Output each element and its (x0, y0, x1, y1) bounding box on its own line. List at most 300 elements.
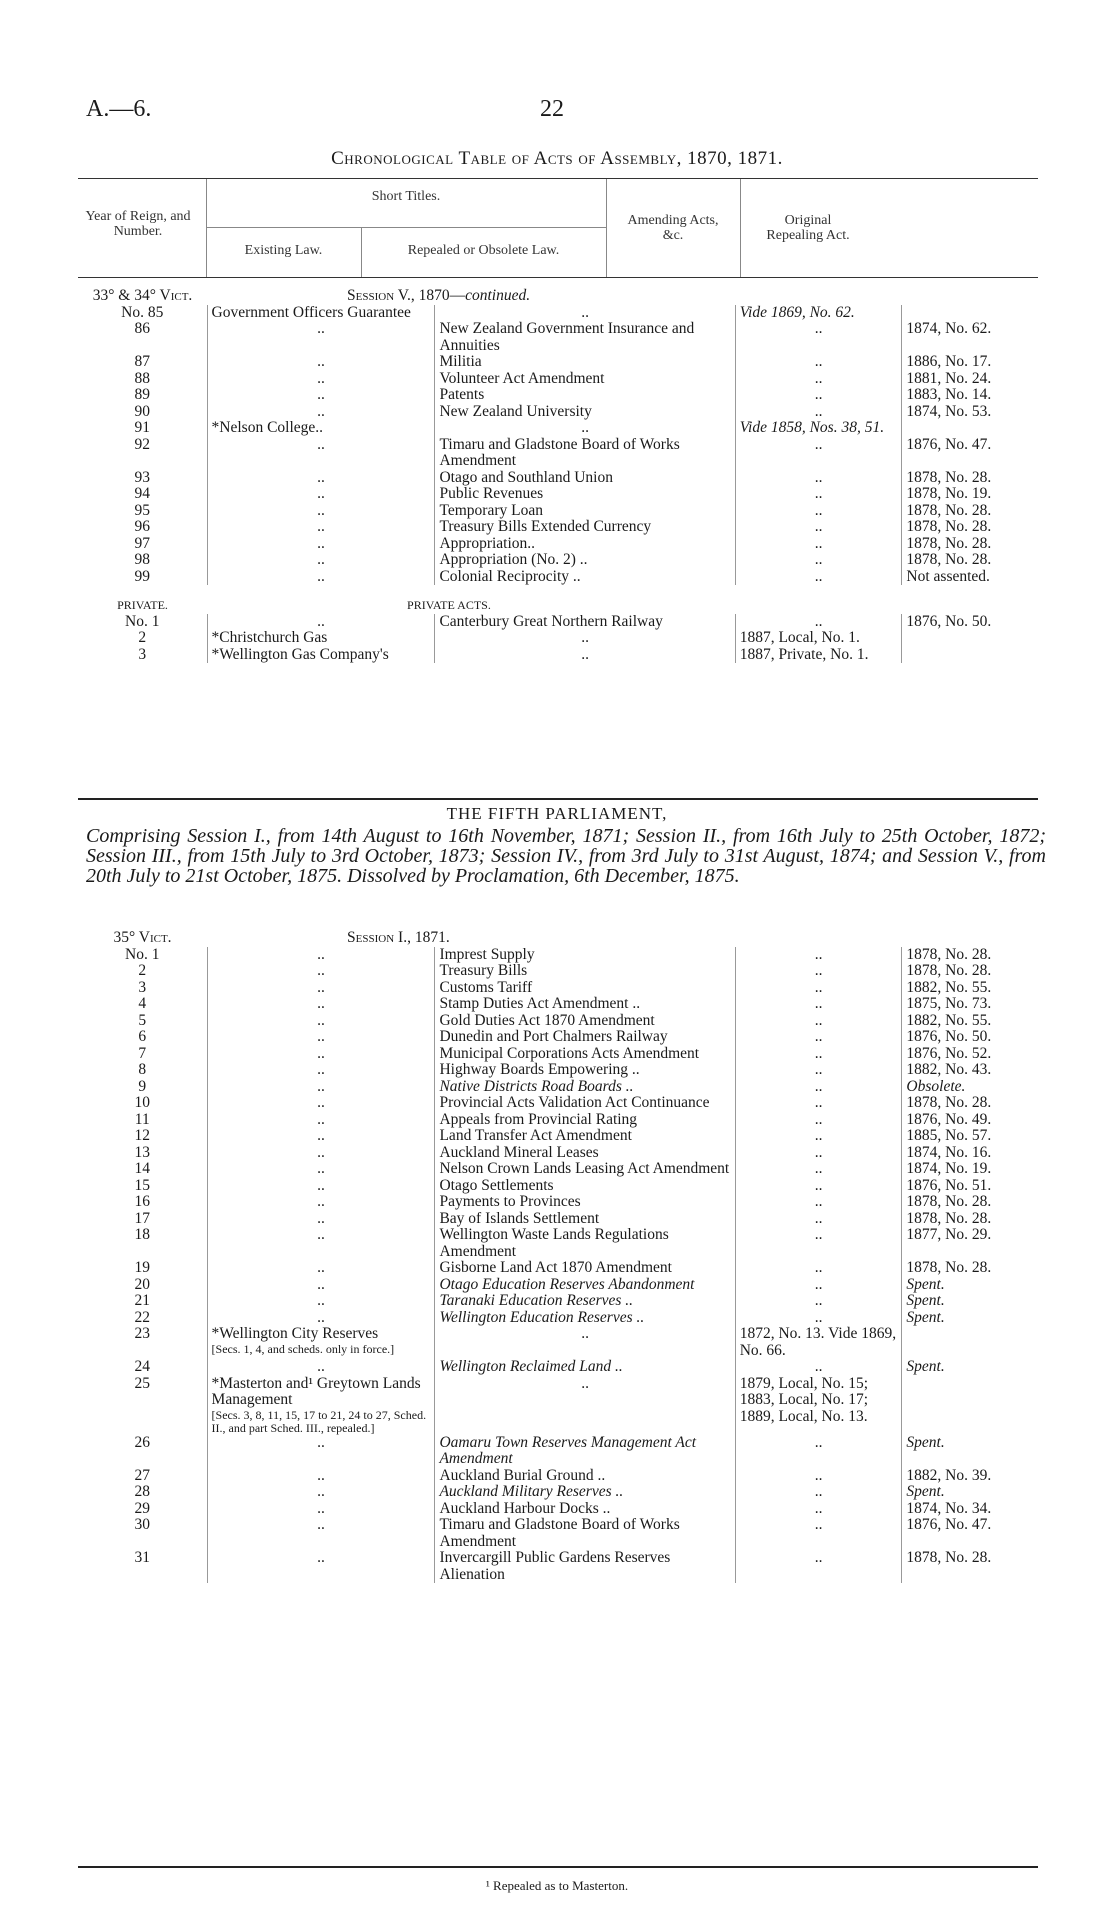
act-number: 97 (134, 534, 151, 552)
repealed-law: Native Districts Road Boards .. (435, 1079, 735, 1096)
existing-law: .. (207, 569, 435, 586)
original-repealing-act: 1882, No. 39. (902, 1468, 1038, 1485)
act-row (78, 1550, 1038, 1583)
repealed-law: .. (435, 305, 735, 322)
original-repealing-act: 1874, No. 62. (902, 321, 1038, 354)
amending-acts: .. (735, 1501, 902, 1518)
act-row (78, 1359, 1038, 1376)
session-label: Session V., 1870—continued. (347, 287, 531, 304)
amending-acts: .. (735, 996, 902, 1013)
amending-acts: .. (735, 1550, 902, 1583)
original-repealing-act: 1878, No. 19. (902, 486, 1038, 503)
act-number: 20 (134, 1275, 151, 1293)
repealed-law: Colonial Reciprocity .. (435, 569, 735, 586)
act-number: 2 (138, 962, 147, 979)
act-number: 91 (134, 419, 151, 436)
act-row (78, 1260, 1038, 1277)
existing-law: .. (207, 1145, 435, 1162)
act-row (78, 1310, 1038, 1327)
act-row (78, 404, 1038, 421)
act-row (78, 519, 1038, 536)
act-row (78, 1293, 1038, 1310)
existing-law: *Wellington City Reserves [Secs. 1, 4, and scheds. only in force.] (207, 1326, 435, 1359)
existing-law: .. (207, 1293, 435, 1310)
act-number: 29 (134, 1499, 151, 1517)
act-row (78, 569, 1038, 586)
repealed-law: Wellington Reclaimed Land .. (435, 1359, 735, 1376)
act-row (78, 1062, 1038, 1079)
repealed-law: Nelson Crown Lands Leasing Act Amendment (435, 1161, 735, 1178)
act-number: 7 (138, 1044, 147, 1062)
repealed-law: Canterbury Great Northern Railway (435, 614, 735, 631)
act-number: 6 (138, 1028, 147, 1045)
col-short-titles-header: Short Titles. (371, 189, 441, 204)
amending-acts: .. (735, 614, 902, 631)
amending-acts: .. (735, 519, 902, 536)
repealed-law: Highway Boards Empowering .. (435, 1062, 735, 1079)
original-repealing-act: Obsolete. (902, 1079, 1038, 1096)
act-row (78, 1112, 1038, 1129)
act-number: 99 (134, 567, 151, 585)
act-number: No. 1 (125, 945, 160, 963)
original-repealing-act: 1874, No. 53. (902, 404, 1038, 421)
amending-acts: .. (735, 1260, 902, 1277)
original-repealing-act: 1878, No. 28. (902, 536, 1038, 553)
act-row (78, 470, 1038, 487)
act-number: 96 (134, 518, 151, 535)
act-number: 28 (134, 1483, 151, 1500)
act-number: 22 (134, 1308, 151, 1326)
original-repealing-act (902, 1376, 1038, 1435)
act-number: 19 (134, 1259, 151, 1276)
original-repealing-act: 1878, No. 28. (902, 1095, 1038, 1112)
amending-acts: .. (735, 1013, 902, 1030)
act-row (78, 437, 1038, 470)
act-row (78, 1128, 1038, 1145)
repealed-law: Treasury Bills Extended Currency (435, 519, 735, 536)
repealed-law: Dunedin and Port Chalmers Railway (435, 1029, 735, 1046)
act-number: 86 (134, 320, 151, 337)
act-row (78, 1227, 1038, 1260)
existing-law: .. (207, 1277, 435, 1294)
parliament-description: Comprising Session I., from 14th August to 16th November, 1871; Session II., from 16th July to 25th October, 1872; Session III., from 15th July to 3rd October, 1873; Session IV., from 3rd July to 31st August, 1874; and Session V., from 20th July to 21st October, 1875. Dissolved by Proclamation, 6th December, 1875. (86, 825, 1046, 887)
repealed-law: Taranaki Education Reserves .. (435, 1293, 735, 1310)
col-repealed-header: Repealed or Obsolete Law. (407, 243, 560, 258)
repealed-law: Oamaru Town Reserves Management Act Amendment (435, 1435, 735, 1468)
act-row (78, 536, 1038, 553)
existing-law: *Nelson College.. (207, 420, 435, 437)
act-number: 3 (138, 645, 147, 663)
amending-acts: .. (735, 1079, 902, 1096)
amending-acts: .. (735, 1145, 902, 1162)
act-number: 4 (138, 995, 147, 1012)
amending-acts: .. (735, 963, 902, 980)
col-year-header: Year of Reign, and Number. (85, 209, 191, 239)
act-number: 95 (134, 501, 151, 519)
act-number: 13 (134, 1143, 151, 1161)
original-repealing-act: 1878, No. 28. (902, 552, 1038, 569)
original-repealing-act: 1878, No. 28. (902, 963, 1038, 980)
act-row (78, 1484, 1038, 1501)
original-repealing-act: 1875, No. 73. (902, 996, 1038, 1013)
repealed-law: Wellington Education Reserves .. (435, 1310, 735, 1327)
table-title-prefix: Chronological Table of Acts of Assembly, (331, 148, 682, 169)
existing-law: .. (207, 1260, 435, 1277)
amending-acts: 1872, No. 13. Vide 1869, No. 66. (735, 1326, 902, 1359)
act-row (78, 1145, 1038, 1162)
repealed-law: Municipal Corporations Acts Amendment (435, 1046, 735, 1063)
reign-label: 33° & 34° Vict. (92, 287, 193, 304)
act-row (78, 1376, 1038, 1435)
original-repealing-act: 1874, No. 19. (902, 1161, 1038, 1178)
original-repealing-act: 1885, No. 57. (902, 1128, 1038, 1145)
repealed-law: Provincial Acts Validation Act Continuance (435, 1095, 735, 1112)
repealed-law: Timaru and Gladstone Board of Works Amendment (435, 1517, 735, 1550)
repealed-law: Appropriation.. (435, 536, 735, 553)
original-repealing-act (902, 305, 1038, 322)
repealed-law: Invercargill Public Gardens Reserves Alienation (435, 1550, 735, 1583)
existing-law: .. (207, 1178, 435, 1195)
act-row (78, 630, 1038, 647)
act-row (78, 1435, 1038, 1468)
amending-acts: 1887, Private, No. 1. (735, 647, 902, 664)
existing-law: .. (207, 1046, 435, 1063)
act-number: 92 (134, 435, 151, 453)
existing-law: .. (207, 1517, 435, 1550)
act-number: 24 (134, 1358, 151, 1375)
act-number: 98 (134, 551, 151, 568)
act-number: No. 85 (121, 303, 164, 321)
act-number: 25 (134, 1374, 151, 1392)
amending-acts: .. (735, 470, 902, 487)
act-row (78, 552, 1038, 569)
original-repealing-act: 1878, No. 28. (902, 1260, 1038, 1277)
original-repealing-act: 1874, No. 34. (902, 1501, 1038, 1518)
amending-acts: .. (735, 1468, 902, 1485)
existing-law: .. (207, 1501, 435, 1518)
col-amending-header: Amending Acts, &c. (627, 213, 719, 243)
existing-law: .. (207, 1227, 435, 1260)
original-repealing-act: 1876, No. 47. (902, 1517, 1038, 1550)
original-repealing-act: 1878, No. 28. (902, 1194, 1038, 1211)
act-row (78, 1046, 1038, 1063)
original-repealing-act: Not assented. (902, 569, 1038, 586)
repealed-law: Bay of Islands Settlement (435, 1211, 735, 1228)
amending-acts: 1887, Local, No. 1. (735, 630, 902, 647)
act-row (78, 1326, 1038, 1359)
amending-acts: .. (735, 321, 902, 354)
act-note: [Secs. 1, 4, and scheds. only in force.] (211, 1341, 395, 1356)
amending-acts: .. (735, 486, 902, 503)
acts-table-1870 (78, 288, 1038, 663)
existing-law: .. (207, 321, 435, 354)
act-row (78, 1501, 1038, 1518)
act-row (78, 980, 1038, 997)
repealed-law: .. (435, 1376, 735, 1435)
act-number: 90 (134, 402, 151, 420)
private-label: PRIVATE. (117, 598, 168, 612)
act-number: 16 (134, 1193, 151, 1210)
act-number: 88 (134, 369, 151, 387)
act-row (78, 1095, 1038, 1112)
existing-law: .. (207, 387, 435, 404)
repealed-law: Treasury Bills (435, 963, 735, 980)
existing-law: .. (207, 1128, 435, 1145)
original-repealing-act (902, 630, 1038, 647)
act-number: 27 (134, 1466, 151, 1484)
amending-acts: .. (735, 947, 902, 964)
existing-law: Government Officers Guarantee (207, 305, 435, 322)
existing-law: .. (207, 371, 435, 388)
existing-law: .. (207, 1013, 435, 1030)
repealed-law: Auckland Military Reserves .. (435, 1484, 735, 1501)
repealed-law: Otago Education Reserves Abandonment (435, 1277, 735, 1294)
existing-law: *Christchurch Gas (207, 630, 435, 647)
footnote: ¹ Repealed as to Masterton. (485, 1878, 629, 1893)
act-row (78, 387, 1038, 404)
existing-law: .. (207, 1435, 435, 1468)
original-repealing-act: 1876, No. 51. (902, 1178, 1038, 1195)
existing-law: .. (207, 1079, 435, 1096)
repealed-law: Payments to Provinces (435, 1194, 735, 1211)
original-repealing-act: Spent. (902, 1359, 1038, 1376)
reign-label: 35° Vict. (113, 929, 172, 946)
original-repealing-act (902, 1326, 1038, 1359)
repealed-law: Stamp Duties Act Amendment .. (435, 996, 735, 1013)
act-number: 8 (138, 1061, 147, 1078)
act-row (78, 647, 1038, 664)
acts-table-1871 (78, 930, 1038, 1583)
existing-law: .. (207, 552, 435, 569)
col-original-header: Original Repealing Act. (766, 213, 850, 243)
amending-acts: .. (735, 1435, 902, 1468)
act-row (78, 305, 1038, 322)
amending-acts: .. (735, 1227, 902, 1260)
original-repealing-act: 1878, No. 28. (902, 470, 1038, 487)
act-row (78, 963, 1038, 980)
act-number: 94 (134, 485, 151, 502)
amending-acts: .. (735, 1046, 902, 1063)
existing-law: .. (207, 1359, 435, 1376)
repealed-law: Gold Duties Act 1870 Amendment (435, 1013, 735, 1030)
repealed-law: Appropriation (No. 2) .. (435, 552, 735, 569)
act-row (78, 1468, 1038, 1485)
amending-acts: .. (735, 1112, 902, 1129)
original-repealing-act: 1876, No. 50. (902, 614, 1038, 631)
repealed-law: New Zealand Government Insurance and Annuities (435, 321, 735, 354)
act-row (78, 1211, 1038, 1228)
act-number: 89 (134, 386, 151, 403)
existing-law: .. (207, 354, 435, 371)
existing-law: .. (207, 437, 435, 470)
act-number: 9 (138, 1077, 147, 1095)
original-repealing-act: Spent. (902, 1293, 1038, 1310)
original-repealing-act: 1874, No. 16. (902, 1145, 1038, 1162)
repealed-law: Public Revenues (435, 486, 735, 503)
original-repealing-act: Spent. (902, 1435, 1038, 1468)
existing-law: .. (207, 536, 435, 553)
original-repealing-act: 1876, No. 50. (902, 1029, 1038, 1046)
amending-acts: .. (735, 1211, 902, 1228)
amending-acts: .. (735, 1277, 902, 1294)
repealed-law: Gisborne Land Act 1870 Amendment (435, 1260, 735, 1277)
act-row (78, 371, 1038, 388)
amending-acts: .. (735, 1484, 902, 1501)
repealed-law: Temporary Loan (435, 503, 735, 520)
repealed-law: Patents (435, 387, 735, 404)
amending-acts: .. (735, 354, 902, 371)
repealed-law: Customs Tariff (435, 980, 735, 997)
original-repealing-act: Spent. (902, 1310, 1038, 1327)
repealed-law: .. (435, 647, 735, 664)
existing-law: .. (207, 503, 435, 520)
existing-law: .. (207, 486, 435, 503)
act-number: 87 (134, 353, 151, 370)
act-number: 2 (138, 629, 147, 646)
act-number: 21 (134, 1292, 151, 1309)
amending-acts: .. (735, 371, 902, 388)
existing-law: .. (207, 1468, 435, 1485)
session-label: Session I., 1871. (347, 929, 450, 946)
original-repealing-act: 1878, No. 28. (902, 503, 1038, 520)
session-row (78, 288, 1038, 305)
act-number: 15 (134, 1176, 151, 1194)
act-row (78, 1194, 1038, 1211)
existing-law: .. (207, 980, 435, 997)
repealed-law: Appeals from Provincial Rating (435, 1112, 735, 1129)
act-note: [Secs. 3, 8, 11, 15, 17 to 21, 24 to 27, Sched. II., and part Sched. III., repealed.] (211, 1407, 427, 1435)
repealed-law: Auckland Harbour Docks .. (435, 1501, 735, 1518)
original-repealing-act (902, 647, 1038, 664)
amending-acts: Vide 1858, Nos. 38, 51. (735, 420, 902, 437)
act-row (78, 1029, 1038, 1046)
act-row (78, 486, 1038, 503)
repealed-law: Imprest Supply (435, 947, 735, 964)
repealed-law: Land Transfer Act Amendment (435, 1128, 735, 1145)
act-number: 26 (134, 1433, 151, 1451)
page-number: 22 (540, 96, 564, 122)
repealed-law: Auckland Mineral Leases (435, 1145, 735, 1162)
act-number: 11 (134, 1110, 150, 1128)
original-repealing-act (902, 420, 1038, 437)
amending-acts: Vide 1869, No. 62. (735, 305, 902, 322)
amending-acts: .. (735, 503, 902, 520)
existing-law: .. (207, 1550, 435, 1583)
col-existing-header: Existing Law. (244, 243, 323, 258)
act-row (78, 1517, 1038, 1550)
amending-acts: .. (735, 1128, 902, 1145)
repealed-law: Volunteer Act Amendment (435, 371, 735, 388)
act-number: 3 (138, 978, 147, 996)
repealed-law: Wellington Waste Lands Regulations Amendment (435, 1227, 735, 1260)
amending-acts: .. (735, 569, 902, 586)
existing-law: *Wellington Gas Company's (207, 647, 435, 664)
amending-acts: .. (735, 1517, 902, 1550)
original-repealing-act: Spent. (902, 1484, 1038, 1501)
act-number: 30 (134, 1516, 151, 1533)
act-row (78, 1178, 1038, 1195)
act-number: 14 (134, 1160, 151, 1177)
repealed-law: New Zealand University (435, 404, 735, 421)
act-number: 17 (134, 1209, 151, 1227)
existing-law: .. (207, 1211, 435, 1228)
amending-acts: .. (735, 1029, 902, 1046)
act-number: 12 (134, 1127, 151, 1144)
table-bottom-rule (78, 1866, 1038, 1868)
amending-acts: .. (735, 1310, 902, 1327)
amending-acts: .. (735, 1178, 902, 1195)
original-repealing-act: 1882, No. 43. (902, 1062, 1038, 1079)
repealed-law: .. (435, 420, 735, 437)
act-row (78, 996, 1038, 1013)
act-number: 23 (134, 1325, 151, 1342)
existing-law: .. (207, 470, 435, 487)
table-title-years: 1870, 1871. (687, 148, 783, 169)
original-repealing-act: 1881, No. 24. (902, 371, 1038, 388)
original-repealing-act: 1876, No. 52. (902, 1046, 1038, 1063)
original-repealing-act: 1878, No. 28. (902, 1550, 1038, 1583)
existing-law: .. (207, 519, 435, 536)
existing-law: *Masterton and¹ Greytown Lands Management [Secs. 3, 8, 11, 15, 17 to 21, 24 to 27, Sched. II., and part Sched. III., repealed.] (207, 1376, 435, 1435)
act-row (78, 947, 1038, 964)
original-repealing-act: 1876, No. 47. (902, 437, 1038, 470)
original-repealing-act: 1876, No. 49. (902, 1112, 1038, 1129)
act-row (78, 354, 1038, 371)
amending-acts: 1879, Local, No. 15; 1883, Local, No. 17; 1889, Local, No. 13. (735, 1376, 902, 1435)
existing-law: .. (207, 1029, 435, 1046)
session-row (78, 930, 1038, 947)
act-row (78, 503, 1038, 520)
private-acts-label: PRIVATE ACTS. (407, 598, 491, 612)
table-title (0, 148, 1114, 170)
amending-acts: .. (735, 552, 902, 569)
act-number: 93 (134, 468, 151, 486)
repealed-law: Auckland Burial Ground .. (435, 1468, 735, 1485)
act-row (78, 1013, 1038, 1030)
act-number: 31 (134, 1549, 151, 1566)
amending-acts: .. (735, 980, 902, 997)
act-row (78, 420, 1038, 437)
existing-law: .. (207, 947, 435, 964)
act-number: 18 (134, 1226, 151, 1243)
amending-acts: .. (735, 1161, 902, 1178)
amending-acts: .. (735, 437, 902, 470)
original-repealing-act: Spent. (902, 1277, 1038, 1294)
existing-law: .. (207, 1095, 435, 1112)
act-number: 10 (134, 1094, 151, 1111)
repealed-law: .. (435, 630, 735, 647)
existing-law: .. (207, 1161, 435, 1178)
section-divider (78, 798, 1038, 800)
repealed-law: Militia (435, 354, 735, 371)
existing-law: .. (207, 1310, 435, 1327)
original-repealing-act: 1883, No. 14. (902, 387, 1038, 404)
document-code: A.—6. (86, 96, 152, 122)
act-row (78, 1161, 1038, 1178)
repealed-law: .. (435, 1326, 735, 1359)
original-repealing-act: 1878, No. 28. (902, 1211, 1038, 1228)
existing-law: .. (207, 1484, 435, 1501)
original-repealing-act: 1877, No. 29. (902, 1227, 1038, 1260)
original-repealing-act: 1878, No. 28. (902, 519, 1038, 536)
existing-law: .. (207, 996, 435, 1013)
repealed-law: Timaru and Gladstone Board of Works Amendment (435, 437, 735, 470)
repealed-law: Otago and Southland Union (435, 470, 735, 487)
parliament-title: THE FIFTH PARLIAMENT, (446, 804, 668, 823)
amending-acts: .. (735, 1062, 902, 1079)
existing-law: .. (207, 614, 435, 631)
original-repealing-act: 1882, No. 55. (902, 1013, 1038, 1030)
